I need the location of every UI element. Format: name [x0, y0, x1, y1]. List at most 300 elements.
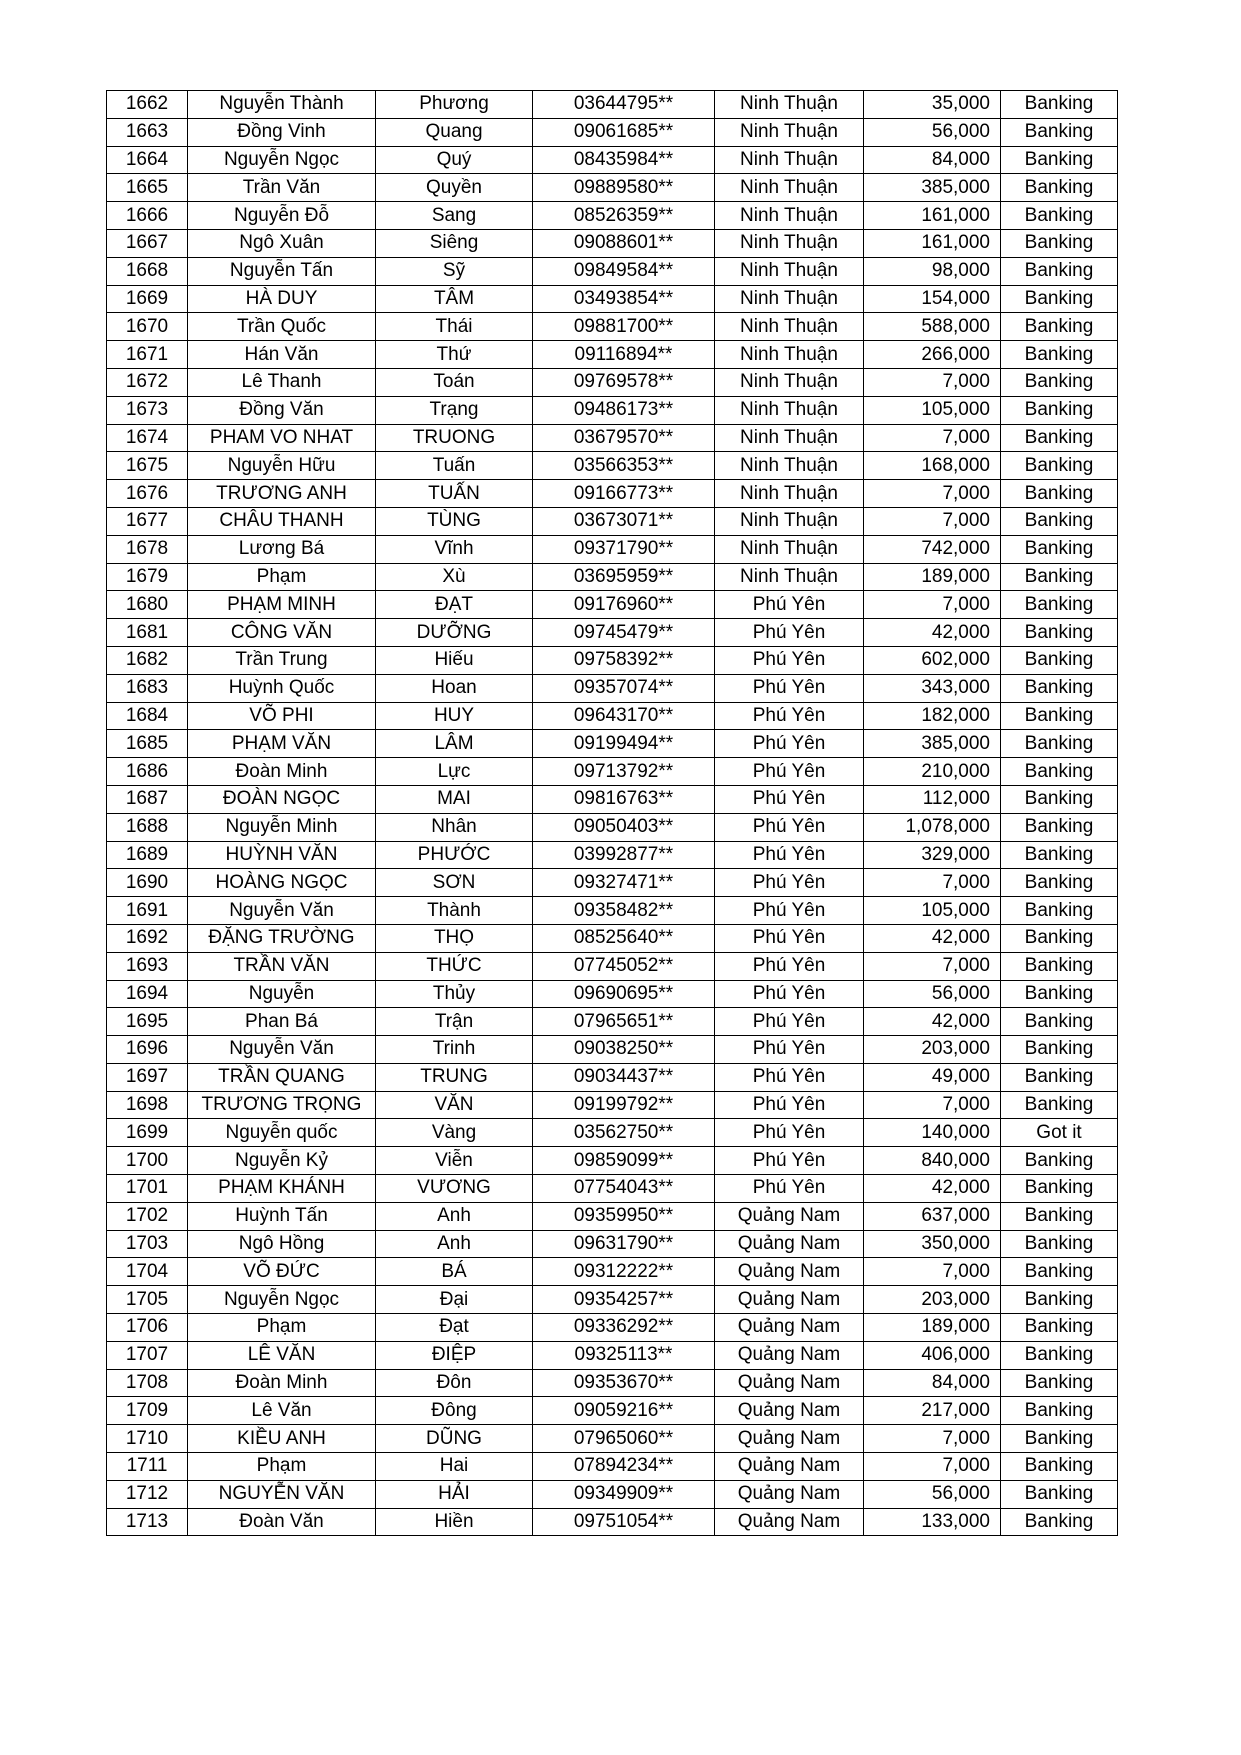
table-row: [107, 313, 1118, 341]
province-cell: Phú Yên: [715, 591, 864, 619]
province-cell: Phú Yên: [715, 1147, 864, 1175]
table-row: [107, 1258, 1118, 1286]
province-cell: Phú Yên: [715, 841, 864, 869]
table-row: [107, 897, 1118, 925]
first-name-cell: MAI: [376, 785, 533, 813]
province-cell: Quảng Nam: [715, 1480, 864, 1508]
payment-method-cell: Banking: [1001, 1453, 1118, 1481]
amount-cell: 329,000: [864, 841, 1001, 869]
amount-cell: 133,000: [864, 1508, 1001, 1536]
province-cell: Phú Yên: [715, 869, 864, 897]
first-name-cell: Đông: [376, 1397, 533, 1425]
row-number-cell: 1678: [107, 535, 188, 563]
payment-method-cell: Banking: [1001, 619, 1118, 647]
first-name-cell: Siêng: [376, 229, 533, 257]
phone-cell: 09336292**: [533, 1314, 715, 1342]
province-cell: Quảng Nam: [715, 1230, 864, 1258]
first-name-cell: Vàng: [376, 1119, 533, 1147]
row-number-cell: 1686: [107, 758, 188, 786]
province-cell: Quảng Nam: [715, 1258, 864, 1286]
payment-method-cell: Banking: [1001, 368, 1118, 396]
payment-method-cell: Banking: [1001, 1480, 1118, 1508]
first-name-cell: Đạt: [376, 1314, 533, 1342]
payment-method-cell: Banking: [1001, 785, 1118, 813]
row-number-cell: 1698: [107, 1091, 188, 1119]
last-name-cell: Nguyễn Ngọc: [188, 1286, 376, 1314]
payment-method-cell: Banking: [1001, 396, 1118, 424]
row-number-cell: 1676: [107, 480, 188, 508]
table-row: [107, 396, 1118, 424]
first-name-cell: Đại: [376, 1286, 533, 1314]
amount-cell: 42,000: [864, 619, 1001, 647]
phone-cell: 09849584**: [533, 257, 715, 285]
province-cell: Phú Yên: [715, 674, 864, 702]
phone-cell: 09059216**: [533, 1397, 715, 1425]
payment-method-cell: Banking: [1001, 674, 1118, 702]
last-name-cell: CÔNG VĂN: [188, 619, 376, 647]
last-name-cell: HUỲNH VĂN: [188, 841, 376, 869]
first-name-cell: Thành: [376, 897, 533, 925]
payment-method-cell: Banking: [1001, 869, 1118, 897]
table-row: [107, 674, 1118, 702]
phone-cell: 09486173**: [533, 396, 715, 424]
table-row: [107, 118, 1118, 146]
first-name-cell: Anh: [376, 1202, 533, 1230]
phone-cell: 09713792**: [533, 758, 715, 786]
last-name-cell: TRẦN QUANG: [188, 1063, 376, 1091]
first-name-cell: Thứ: [376, 341, 533, 369]
first-name-cell: SƠN: [376, 869, 533, 897]
table-row: [107, 1453, 1118, 1481]
row-number-cell: 1695: [107, 1008, 188, 1036]
amount-cell: 56,000: [864, 118, 1001, 146]
province-cell: Ninh Thuận: [715, 285, 864, 313]
last-name-cell: VÕ PHI: [188, 702, 376, 730]
row-number-cell: 1694: [107, 980, 188, 1008]
first-name-cell: VĂN: [376, 1091, 533, 1119]
table-row: [107, 813, 1118, 841]
payment-method-cell: Got it: [1001, 1119, 1118, 1147]
first-name-cell: Trinh: [376, 1036, 533, 1064]
province-cell: Ninh Thuận: [715, 313, 864, 341]
phone-cell: 09050403**: [533, 813, 715, 841]
phone-cell: 08435984**: [533, 146, 715, 174]
table-row: [107, 785, 1118, 813]
first-name-cell: Sang: [376, 202, 533, 230]
last-name-cell: Nguyễn Ngọc: [188, 146, 376, 174]
payout-table-body: [107, 91, 1118, 1536]
table-row: [107, 285, 1118, 313]
row-number-cell: 1704: [107, 1258, 188, 1286]
amount-cell: 7,000: [864, 507, 1001, 535]
province-cell: Phú Yên: [715, 619, 864, 647]
row-number-cell: 1680: [107, 591, 188, 619]
first-name-cell: Tuấn: [376, 452, 533, 480]
row-number-cell: 1673: [107, 396, 188, 424]
amount-cell: 637,000: [864, 1202, 1001, 1230]
last-name-cell: Nguyễn quốc: [188, 1119, 376, 1147]
last-name-cell: Trần Quốc: [188, 313, 376, 341]
payment-method-cell: Banking: [1001, 146, 1118, 174]
row-number-cell: 1675: [107, 452, 188, 480]
province-cell: Ninh Thuận: [715, 480, 864, 508]
table-row: [107, 1508, 1118, 1536]
last-name-cell: HOÀNG NGỌC: [188, 869, 376, 897]
first-name-cell: VƯƠNG: [376, 1175, 533, 1203]
table-row: [107, 1314, 1118, 1342]
first-name-cell: Vĩnh: [376, 535, 533, 563]
last-name-cell: Đoàn Minh: [188, 1369, 376, 1397]
last-name-cell: Nguyễn Thành: [188, 91, 376, 119]
amount-cell: 84,000: [864, 1369, 1001, 1397]
row-number-cell: 1688: [107, 813, 188, 841]
amount-cell: 210,000: [864, 758, 1001, 786]
row-number-cell: 1703: [107, 1230, 188, 1258]
last-name-cell: CHÂU THANH: [188, 507, 376, 535]
last-name-cell: Nguyễn Kỷ: [188, 1147, 376, 1175]
table-row: [107, 924, 1118, 952]
phone-cell: 07965060**: [533, 1425, 715, 1453]
last-name-cell: Lê Văn: [188, 1397, 376, 1425]
last-name-cell: Đồng Văn: [188, 396, 376, 424]
phone-cell: 09176960**: [533, 591, 715, 619]
table-row: [107, 174, 1118, 202]
phone-cell: 03493854**: [533, 285, 715, 313]
table-row: [107, 480, 1118, 508]
phone-cell: 08525640**: [533, 924, 715, 952]
province-cell: Quảng Nam: [715, 1397, 864, 1425]
payment-method-cell: Banking: [1001, 702, 1118, 730]
amount-cell: 7,000: [864, 869, 1001, 897]
first-name-cell: Anh: [376, 1230, 533, 1258]
payment-method-cell: Banking: [1001, 118, 1118, 146]
amount-cell: 189,000: [864, 563, 1001, 591]
row-number-cell: 1706: [107, 1314, 188, 1342]
province-cell: Ninh Thuận: [715, 424, 864, 452]
table-row: [107, 1202, 1118, 1230]
payment-method-cell: Banking: [1001, 730, 1118, 758]
last-name-cell: TRƯƠNG ANH: [188, 480, 376, 508]
table-row: [107, 1397, 1118, 1425]
province-cell: Phú Yên: [715, 785, 864, 813]
payment-method-cell: Banking: [1001, 591, 1118, 619]
table-row: [107, 1341, 1118, 1369]
phone-cell: 09643170**: [533, 702, 715, 730]
phone-cell: 03562750**: [533, 1119, 715, 1147]
last-name-cell: ĐOÀN NGỌC: [188, 785, 376, 813]
payment-method-cell: Banking: [1001, 563, 1118, 591]
amount-cell: 35,000: [864, 91, 1001, 119]
table-row: [107, 702, 1118, 730]
payment-method-cell: Banking: [1001, 1508, 1118, 1536]
payout-table: [106, 90, 1118, 1536]
row-number-cell: 1679: [107, 563, 188, 591]
payment-method-cell: Banking: [1001, 1369, 1118, 1397]
first-name-cell: TRUONG: [376, 424, 533, 452]
table-row: [107, 1230, 1118, 1258]
last-name-cell: Đồng Vinh: [188, 118, 376, 146]
first-name-cell: LÂM: [376, 730, 533, 758]
payment-method-cell: Banking: [1001, 1286, 1118, 1314]
table-row: [107, 619, 1118, 647]
table-row: [107, 1480, 1118, 1508]
row-number-cell: 1712: [107, 1480, 188, 1508]
amount-cell: 350,000: [864, 1230, 1001, 1258]
province-cell: Phú Yên: [715, 924, 864, 952]
amount-cell: 168,000: [864, 452, 1001, 480]
province-cell: Ninh Thuận: [715, 174, 864, 202]
province-cell: Ninh Thuận: [715, 368, 864, 396]
province-cell: Quảng Nam: [715, 1314, 864, 1342]
first-name-cell: Hai: [376, 1453, 533, 1481]
table-row: [107, 452, 1118, 480]
first-name-cell: HẢI: [376, 1480, 533, 1508]
amount-cell: 161,000: [864, 202, 1001, 230]
table-row: [107, 1063, 1118, 1091]
row-number-cell: 1692: [107, 924, 188, 952]
payment-method-cell: Banking: [1001, 257, 1118, 285]
payment-method-cell: Banking: [1001, 1230, 1118, 1258]
province-cell: Phú Yên: [715, 813, 864, 841]
table-row: [107, 869, 1118, 897]
province-cell: Ninh Thuận: [715, 563, 864, 591]
amount-cell: 84,000: [864, 146, 1001, 174]
phone-cell: 09631790**: [533, 1230, 715, 1258]
phone-cell: 03566353**: [533, 452, 715, 480]
phone-cell: 03673071**: [533, 507, 715, 535]
province-cell: Ninh Thuận: [715, 118, 864, 146]
table-row: [107, 841, 1118, 869]
last-name-cell: PHẠM VĂN: [188, 730, 376, 758]
amount-cell: 154,000: [864, 285, 1001, 313]
payment-method-cell: Banking: [1001, 341, 1118, 369]
payment-method-cell: Banking: [1001, 91, 1118, 119]
row-number-cell: 1674: [107, 424, 188, 452]
last-name-cell: Đoàn Minh: [188, 758, 376, 786]
row-number-cell: 1685: [107, 730, 188, 758]
first-name-cell: Xù: [376, 563, 533, 591]
amount-cell: 266,000: [864, 341, 1001, 369]
row-number-cell: 1668: [107, 257, 188, 285]
amount-cell: 602,000: [864, 646, 1001, 674]
phone-cell: 09881700**: [533, 313, 715, 341]
payment-method-cell: Banking: [1001, 841, 1118, 869]
phone-cell: 09769578**: [533, 368, 715, 396]
amount-cell: 385,000: [864, 730, 1001, 758]
last-name-cell: ĐẶNG TRƯỜNG: [188, 924, 376, 952]
province-cell: Quảng Nam: [715, 1453, 864, 1481]
phone-cell: 09690695**: [533, 980, 715, 1008]
row-number-cell: 1681: [107, 619, 188, 647]
table-row: [107, 535, 1118, 563]
last-name-cell: PHẠM MINH: [188, 591, 376, 619]
payment-method-cell: Banking: [1001, 1202, 1118, 1230]
row-number-cell: 1667: [107, 229, 188, 257]
first-name-cell: HUY: [376, 702, 533, 730]
payment-method-cell: Banking: [1001, 897, 1118, 925]
row-number-cell: 1705: [107, 1286, 188, 1314]
payment-method-cell: Banking: [1001, 813, 1118, 841]
last-name-cell: KIỀU ANH: [188, 1425, 376, 1453]
last-name-cell: Nguyễn Văn: [188, 897, 376, 925]
amount-cell: 98,000: [864, 257, 1001, 285]
last-name-cell: VÕ ĐỨC: [188, 1258, 376, 1286]
phone-cell: 09088601**: [533, 229, 715, 257]
payment-method-cell: Banking: [1001, 924, 1118, 952]
row-number-cell: 1709: [107, 1397, 188, 1425]
amount-cell: 105,000: [864, 396, 1001, 424]
table-row: [107, 563, 1118, 591]
phone-cell: 09199792**: [533, 1091, 715, 1119]
phone-cell: 09116894**: [533, 341, 715, 369]
last-name-cell: Hán Văn: [188, 341, 376, 369]
payment-method-cell: Banking: [1001, 1036, 1118, 1064]
last-name-cell: Trần Trung: [188, 646, 376, 674]
province-cell: Ninh Thuận: [715, 202, 864, 230]
payment-method-cell: Banking: [1001, 980, 1118, 1008]
last-name-cell: Nguyễn Văn: [188, 1036, 376, 1064]
last-name-cell: Phạm: [188, 563, 376, 591]
phone-cell: 09327471**: [533, 869, 715, 897]
province-cell: Quảng Nam: [715, 1202, 864, 1230]
amount-cell: 7,000: [864, 952, 1001, 980]
amount-cell: 7,000: [864, 1425, 1001, 1453]
first-name-cell: Quyền: [376, 174, 533, 202]
phone-cell: 09034437**: [533, 1063, 715, 1091]
last-name-cell: HÀ DUY: [188, 285, 376, 313]
first-name-cell: Trạng: [376, 396, 533, 424]
phone-cell: 09816763**: [533, 785, 715, 813]
row-number-cell: 1710: [107, 1425, 188, 1453]
payment-method-cell: Banking: [1001, 313, 1118, 341]
phone-cell: 03644795**: [533, 91, 715, 119]
province-cell: Phú Yên: [715, 1008, 864, 1036]
amount-cell: 7,000: [864, 368, 1001, 396]
amount-cell: 42,000: [864, 924, 1001, 952]
table-row: [107, 1286, 1118, 1314]
table-row: [107, 1119, 1118, 1147]
phone-cell: 09166773**: [533, 480, 715, 508]
province-cell: Phú Yên: [715, 646, 864, 674]
payment-method-cell: Banking: [1001, 285, 1118, 313]
last-name-cell: Lê Thanh: [188, 368, 376, 396]
phone-cell: 07754043**: [533, 1175, 715, 1203]
payment-method-cell: Banking: [1001, 174, 1118, 202]
amount-cell: 140,000: [864, 1119, 1001, 1147]
last-name-cell: TRƯƠNG TRỌNG: [188, 1091, 376, 1119]
last-name-cell: LÊ VĂN: [188, 1341, 376, 1369]
table-row: [107, 952, 1118, 980]
payment-method-cell: Banking: [1001, 1175, 1118, 1203]
table-row: [107, 1036, 1118, 1064]
amount-cell: 56,000: [864, 1480, 1001, 1508]
row-number-cell: 1711: [107, 1453, 188, 1481]
phone-cell: 09745479**: [533, 619, 715, 647]
table-row: [107, 1091, 1118, 1119]
row-number-cell: 1664: [107, 146, 188, 174]
payment-method-cell: Banking: [1001, 1008, 1118, 1036]
amount-cell: 840,000: [864, 1147, 1001, 1175]
last-name-cell: Nguyễn Minh: [188, 813, 376, 841]
table-row: [107, 1147, 1118, 1175]
last-name-cell: Nguyễn Tấn: [188, 257, 376, 285]
table-row: [107, 368, 1118, 396]
province-cell: Phú Yên: [715, 952, 864, 980]
province-cell: Phú Yên: [715, 1036, 864, 1064]
row-number-cell: 1700: [107, 1147, 188, 1175]
province-cell: Quảng Nam: [715, 1369, 864, 1397]
amount-cell: 7,000: [864, 480, 1001, 508]
province-cell: Ninh Thuận: [715, 452, 864, 480]
province-cell: Phú Yên: [715, 980, 864, 1008]
phone-cell: 07745052**: [533, 952, 715, 980]
last-name-cell: Đoàn Văn: [188, 1508, 376, 1536]
table-row: [107, 229, 1118, 257]
row-number-cell: 1662: [107, 91, 188, 119]
amount-cell: 7,000: [864, 424, 1001, 452]
last-name-cell: TRẦN VĂN: [188, 952, 376, 980]
amount-cell: 406,000: [864, 1341, 1001, 1369]
row-number-cell: 1683: [107, 674, 188, 702]
payment-method-cell: Banking: [1001, 1063, 1118, 1091]
first-name-cell: Sỹ: [376, 257, 533, 285]
province-cell: Phú Yên: [715, 730, 864, 758]
first-name-cell: Hiền: [376, 1508, 533, 1536]
first-name-cell: THỨC: [376, 952, 533, 980]
province-cell: Ninh Thuận: [715, 146, 864, 174]
amount-cell: 742,000: [864, 535, 1001, 563]
table-row: [107, 1425, 1118, 1453]
last-name-cell: PHAM VO NHAT: [188, 424, 376, 452]
row-number-cell: 1697: [107, 1063, 188, 1091]
table-row: [107, 202, 1118, 230]
row-number-cell: 1684: [107, 702, 188, 730]
payment-method-cell: Banking: [1001, 1147, 1118, 1175]
phone-cell: 09061685**: [533, 118, 715, 146]
phone-cell: 09349909**: [533, 1480, 715, 1508]
first-name-cell: Quang: [376, 118, 533, 146]
row-number-cell: 1671: [107, 341, 188, 369]
first-name-cell: BÁ: [376, 1258, 533, 1286]
payment-method-cell: Banking: [1001, 1091, 1118, 1119]
table-row: [107, 507, 1118, 535]
amount-cell: 7,000: [864, 1453, 1001, 1481]
first-name-cell: TÂM: [376, 285, 533, 313]
amount-cell: 1,078,000: [864, 813, 1001, 841]
table-row: [107, 758, 1118, 786]
first-name-cell: PHƯỚC: [376, 841, 533, 869]
table-row: [107, 1008, 1118, 1036]
first-name-cell: Toán: [376, 368, 533, 396]
phone-cell: 09353670**: [533, 1369, 715, 1397]
row-number-cell: 1713: [107, 1508, 188, 1536]
phone-cell: 09357074**: [533, 674, 715, 702]
first-name-cell: Lực: [376, 758, 533, 786]
first-name-cell: DŨNG: [376, 1425, 533, 1453]
payment-method-cell: Banking: [1001, 1341, 1118, 1369]
province-cell: Phú Yên: [715, 1119, 864, 1147]
province-cell: Quảng Nam: [715, 1341, 864, 1369]
amount-cell: 203,000: [864, 1036, 1001, 1064]
row-number-cell: 1669: [107, 285, 188, 313]
first-name-cell: TUẤN: [376, 480, 533, 508]
payment-method-cell: Banking: [1001, 1425, 1118, 1453]
last-name-cell: Nguyễn: [188, 980, 376, 1008]
row-number-cell: 1708: [107, 1369, 188, 1397]
row-number-cell: 1665: [107, 174, 188, 202]
phone-cell: 03695959**: [533, 563, 715, 591]
row-number-cell: 1666: [107, 202, 188, 230]
